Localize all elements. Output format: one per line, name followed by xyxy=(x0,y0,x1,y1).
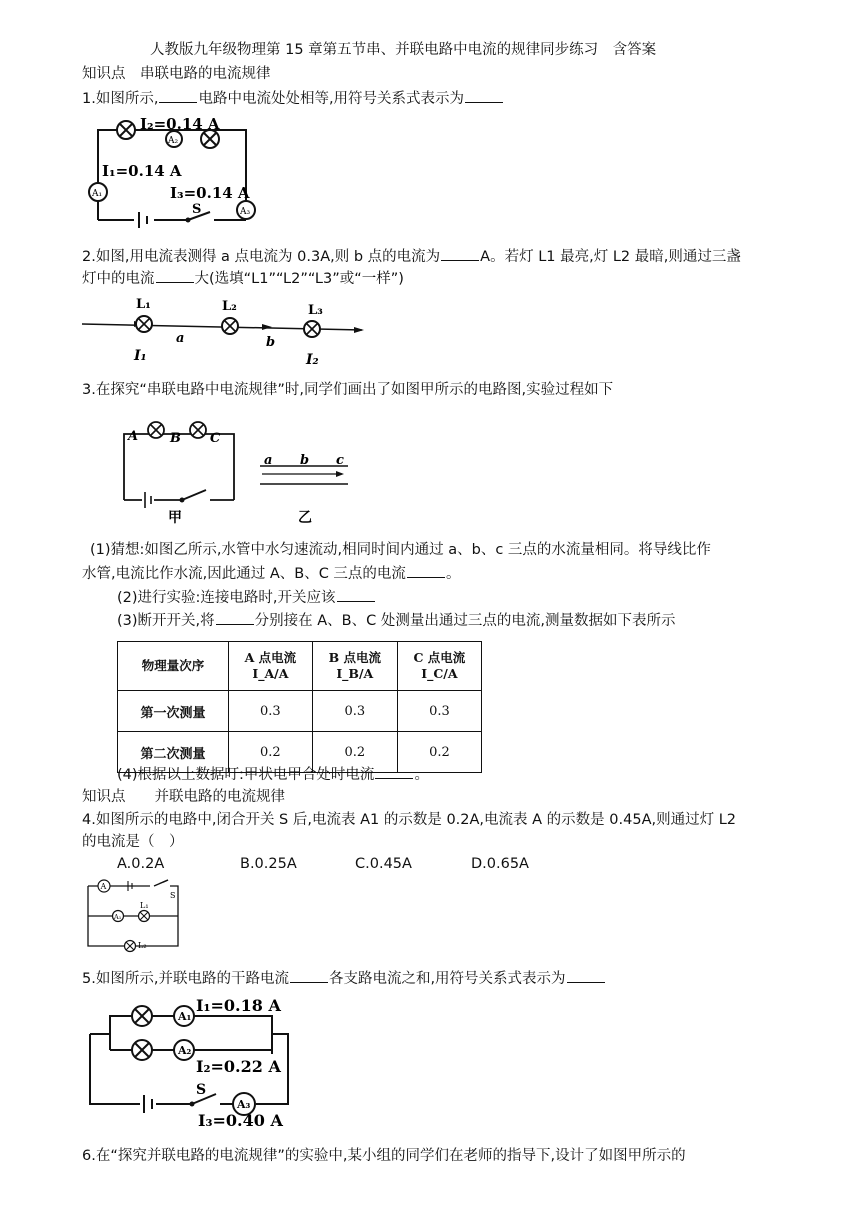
table-cell: 0.3 xyxy=(312,691,397,732)
fig5-i2-label: I₂=0.22 A xyxy=(196,1057,281,1076)
question-6: 6.在“探究并联电路的电流规律”的实验中,某小组的同学们在老师的指导下,设计了如图甲所示的 xyxy=(82,1148,686,1164)
fig4-s: S xyxy=(170,891,176,900)
fig4-l2: L₂ xyxy=(138,941,147,950)
q3-text: (3)断开开关,将 xyxy=(117,613,215,629)
answer-blank[interactable] xyxy=(375,764,413,779)
q3-part-1a: (1)猜想:如图乙所示,水管中水匀速流动,相同时间内通过 a、b、c 三点的水流量相同。将导线比作 xyxy=(90,542,711,558)
fig2-b: b xyxy=(266,335,276,350)
period: 。 xyxy=(414,767,429,783)
fig4-a1: A₁ xyxy=(114,913,122,921)
question-4: 4.如图所示的电路中,闭合开关 S 后,电流表 A1 的示数是 0.2A,电流表 A 的示数是 0.45A,则通过灯 L2 xyxy=(82,812,737,828)
table-cell: 第二次测量 xyxy=(118,732,229,773)
header-line: C 点电流 xyxy=(413,650,466,665)
answer-blank[interactable] xyxy=(567,968,605,983)
q3-text: (2)进行实验:连接电路时,开关应该 xyxy=(117,590,336,606)
figure-5-parallel-circuit xyxy=(84,994,294,1130)
fig5-i3-label: I₃=0.40 A xyxy=(198,1111,283,1130)
q1-text-b: 电路中电流处处相等,用符号关系式表示为 xyxy=(198,91,465,107)
header-line: B 点电流 xyxy=(328,650,381,665)
fig3-point-A: A xyxy=(128,429,139,444)
answer-blank[interactable] xyxy=(159,88,197,103)
fig1-i3-label: I₃=0.14 A xyxy=(170,184,250,202)
fig3-yi-label: 乙 xyxy=(298,510,312,526)
fig2-l3: L₃ xyxy=(308,303,323,318)
fig1-a1: A₁ xyxy=(92,189,103,199)
question-1 xyxy=(82,88,504,109)
question-5 xyxy=(82,968,606,989)
answer-blank[interactable] xyxy=(216,610,254,625)
figure-4-parallel-circuit xyxy=(84,878,184,954)
option-b[interactable]: B.0.25A xyxy=(240,856,297,872)
header-line: I_A/A xyxy=(252,666,289,681)
figure-2-three-lamps xyxy=(82,294,372,370)
q3-text: 分别接在 A、B、C 处测量出通过三点的电流,测量数据如下表所示 xyxy=(254,613,676,629)
fig3-point-B: B xyxy=(170,431,181,446)
figure-1-series-circuit xyxy=(84,112,264,232)
fig1-i1-label: I₁=0.14 A xyxy=(102,162,182,180)
table-cell: 第一次测量 xyxy=(118,691,229,732)
section-heading-series: 知识点 串联电路的电流规律 xyxy=(82,66,271,82)
table-header-cell xyxy=(397,642,481,691)
table-header-row xyxy=(118,642,482,691)
q3-text: 水管,电流比作水流,因此通过 A、B、C 三点的电流 xyxy=(82,566,406,582)
option-c[interactable]: C.0.45A xyxy=(355,856,412,872)
section-heading-parallel: 知识点 并联电路的电流规律 xyxy=(82,789,285,805)
table-header-cell: 物理量次序 xyxy=(118,642,229,691)
fig3-c: c xyxy=(336,453,344,468)
period: 。 xyxy=(445,566,461,582)
fig2-a: a xyxy=(176,331,185,346)
fig4-l1: L₁ xyxy=(140,901,149,910)
fig2-l2: L₂ xyxy=(222,299,237,314)
q3-text: (4)根据以上数据叮:甲状电甲合处时电流 xyxy=(117,767,375,783)
q2-text-c: 灯中的电流 xyxy=(82,271,155,287)
fig3-jia-label: 甲 xyxy=(168,510,182,526)
answer-blank[interactable] xyxy=(407,563,445,578)
fig3-a: a xyxy=(264,453,273,468)
q3-part-4 xyxy=(117,764,429,785)
question-2-cont xyxy=(82,268,404,289)
table-cell: 0.2 xyxy=(397,732,481,773)
q3-part-3 xyxy=(117,610,675,631)
fig2-i2: I₂ xyxy=(306,352,319,368)
fig1-a3: A₃ xyxy=(240,207,251,217)
fig1-switch-label: S xyxy=(192,202,202,217)
table-header-cell xyxy=(312,642,397,691)
q3-part-2 xyxy=(117,587,376,608)
table-cell: 0.3 xyxy=(229,691,313,732)
answer-blank[interactable] xyxy=(290,968,328,983)
fig1-i2-label: I₂=0.14 A xyxy=(140,115,220,133)
table-cell: 0.3 xyxy=(397,691,481,732)
fig5-switch-label: S xyxy=(196,1082,207,1098)
table-header-cell xyxy=(229,642,313,691)
header-line: I_B/A xyxy=(336,666,374,681)
doc-title: 人教版九年级物理第 15 章第五节串、并联电路中电流的规律同步练习 含答案 xyxy=(150,42,657,58)
answer-blank[interactable] xyxy=(441,246,479,261)
q5-text-a: 5.如图所示,并联电路的干路电流 xyxy=(82,971,289,987)
fig3-point-C: C xyxy=(210,431,221,446)
fig5-i1-label: I₁=0.18 A xyxy=(196,996,281,1015)
fig5-a3: A₃ xyxy=(237,1098,251,1111)
header-line: A 点电流 xyxy=(244,650,297,665)
answer-blank[interactable] xyxy=(156,268,194,283)
q2-text-d: 大(选填“L1”“L2”“L3”或“一样”) xyxy=(194,271,404,287)
q2-text-b: A。若灯 L1 最亮,灯 L2 最暗,则通过三盏 xyxy=(480,249,741,265)
table-cell: 0.2 xyxy=(229,732,313,773)
q5-text-b: 各支路电流之和,用符号关系式表示为 xyxy=(328,971,566,987)
fig5-a1: A₁ xyxy=(178,1010,192,1023)
fig2-l1: L₁ xyxy=(136,297,151,312)
header-line: I_C/A xyxy=(421,666,458,681)
question-2 xyxy=(82,246,741,267)
fig5-a2: A₂ xyxy=(178,1044,192,1057)
option-d[interactable]: D.0.65A xyxy=(471,856,529,872)
question-3: 3.在探究“串联电路中电流规律”时,同学们画出了如图甲所示的电路图,实验过程如下 xyxy=(82,382,614,398)
q1-text-a: 1.如图所示, xyxy=(82,91,159,107)
table-cell: 0.2 xyxy=(312,732,397,773)
figure-3-circuit-and-pipe xyxy=(112,418,362,528)
table-row xyxy=(118,691,482,732)
answer-blank[interactable] xyxy=(337,587,375,602)
q3-part-1b xyxy=(82,563,460,584)
answer-blank[interactable] xyxy=(465,88,503,103)
q2-text-a: 2.如图,用电流表测得 a 点电流为 0.3A,则 b 点的电流为 xyxy=(82,249,441,265)
option-a[interactable]: A.0.2A xyxy=(117,856,165,872)
fig1-a2: A₂ xyxy=(168,136,179,146)
measurement-table xyxy=(117,641,482,773)
question-4-cont: 的电流是（ ） xyxy=(82,834,184,850)
fig3-b: b xyxy=(300,453,310,468)
fig4-a: A xyxy=(100,882,107,891)
fig2-i1: I₁ xyxy=(134,348,147,364)
